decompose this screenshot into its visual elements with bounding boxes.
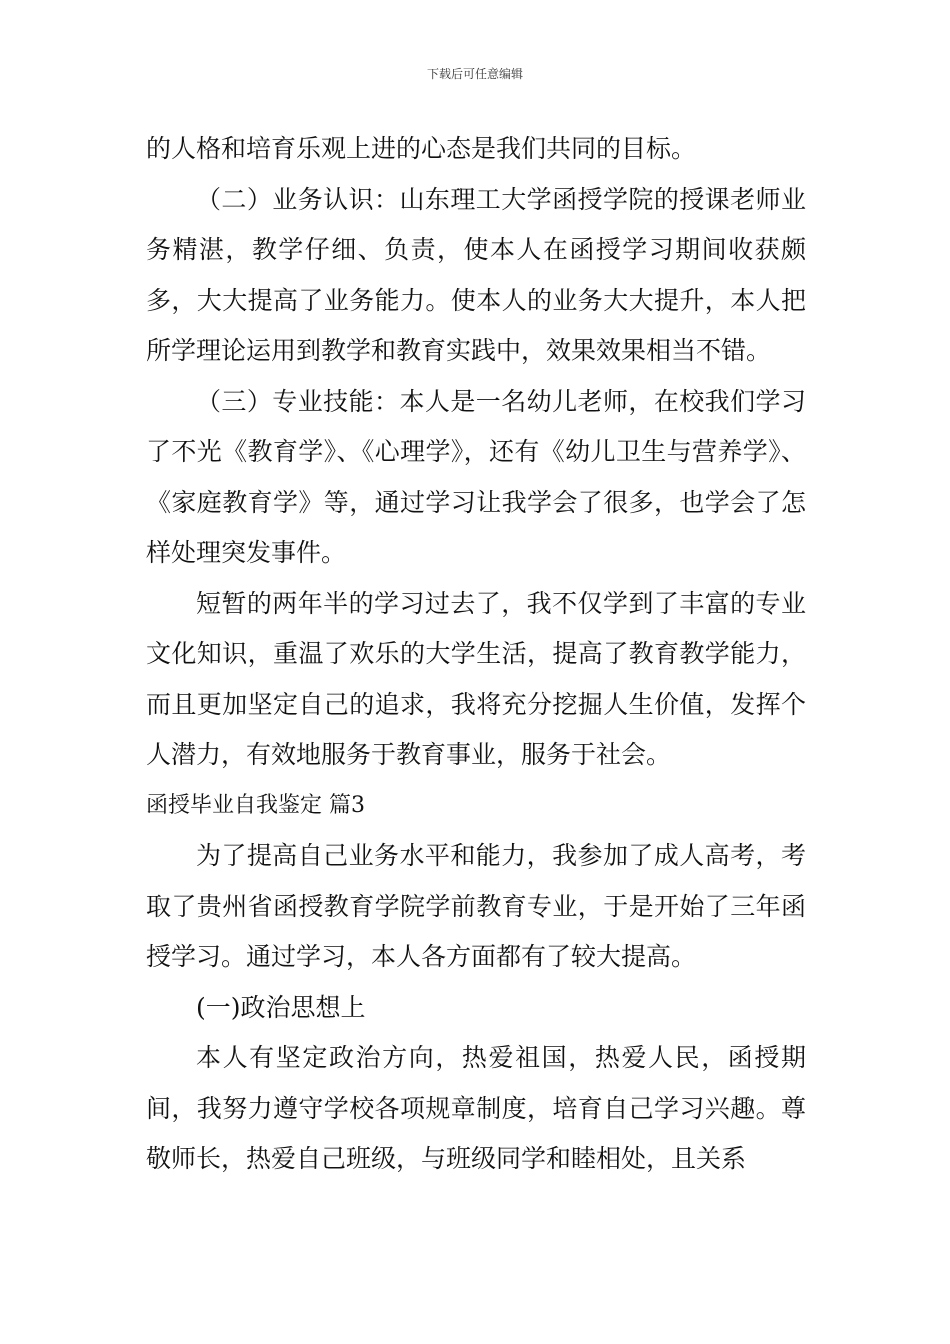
paragraph-professional-skills: （三）专业技能：本人是一名幼儿老师，在校我们学习了不光《教育学》、《心理学》，还有《幼儿卫生与营养学》、《家庭教育学》等，通过学习让我学会了很多，也学会了怎样处理突发事件。 bbox=[146, 386, 806, 567]
section-heading: 函授毕业自我鉴定 篇3 bbox=[146, 792, 365, 818]
document-body bbox=[146, 124, 806, 1185]
paragraph-business-knowledge: （二）业务认识：山东理工大学函授学院的授课老师业务精湛，教学仔细、负责，使本人在函授学习期间收获颇多，大大提高了业务能力。使本人的业务大大提升，本人把所学理论运用到教学和教育实践中，效果效果相当不错。 bbox=[146, 184, 806, 365]
paragraph-intro: 为了提高自己业务水平和能力，我参加了成人高考，考取了贵州省函授教育学院学前教育专业，于是开始了三年函授学习。通过学习，本人各方面都有了较大提高。 bbox=[146, 841, 806, 971]
paragraph-politics: 本人有坚定政治方向，热爱祖国，热爱人民，函授期间，我努力遵守学校各项规章制度，培育自己学习兴趣。尊敬师长，热爱自己班级，与班级同学和睦相处，且关系 bbox=[146, 1043, 806, 1173]
paragraph-summary: 短暂的两年半的学习过去了，我不仅学到了丰富的专业文化知识，重温了欢乐的大学生活，提高了教育教学能力，而且更加坚定自己的追求，我将充分挖掘人生价值，发挥个人潜力，有效地服务于教育事业，服务于社会。 bbox=[146, 588, 806, 769]
page-header: 下载后可任意编辑 bbox=[426, 67, 523, 81]
subheading-politics: (一)政治思想上 bbox=[196, 992, 366, 1022]
paragraph-continuation: 的人格和培育乐观上进的心态是我们共同的目标。 bbox=[146, 134, 697, 163]
